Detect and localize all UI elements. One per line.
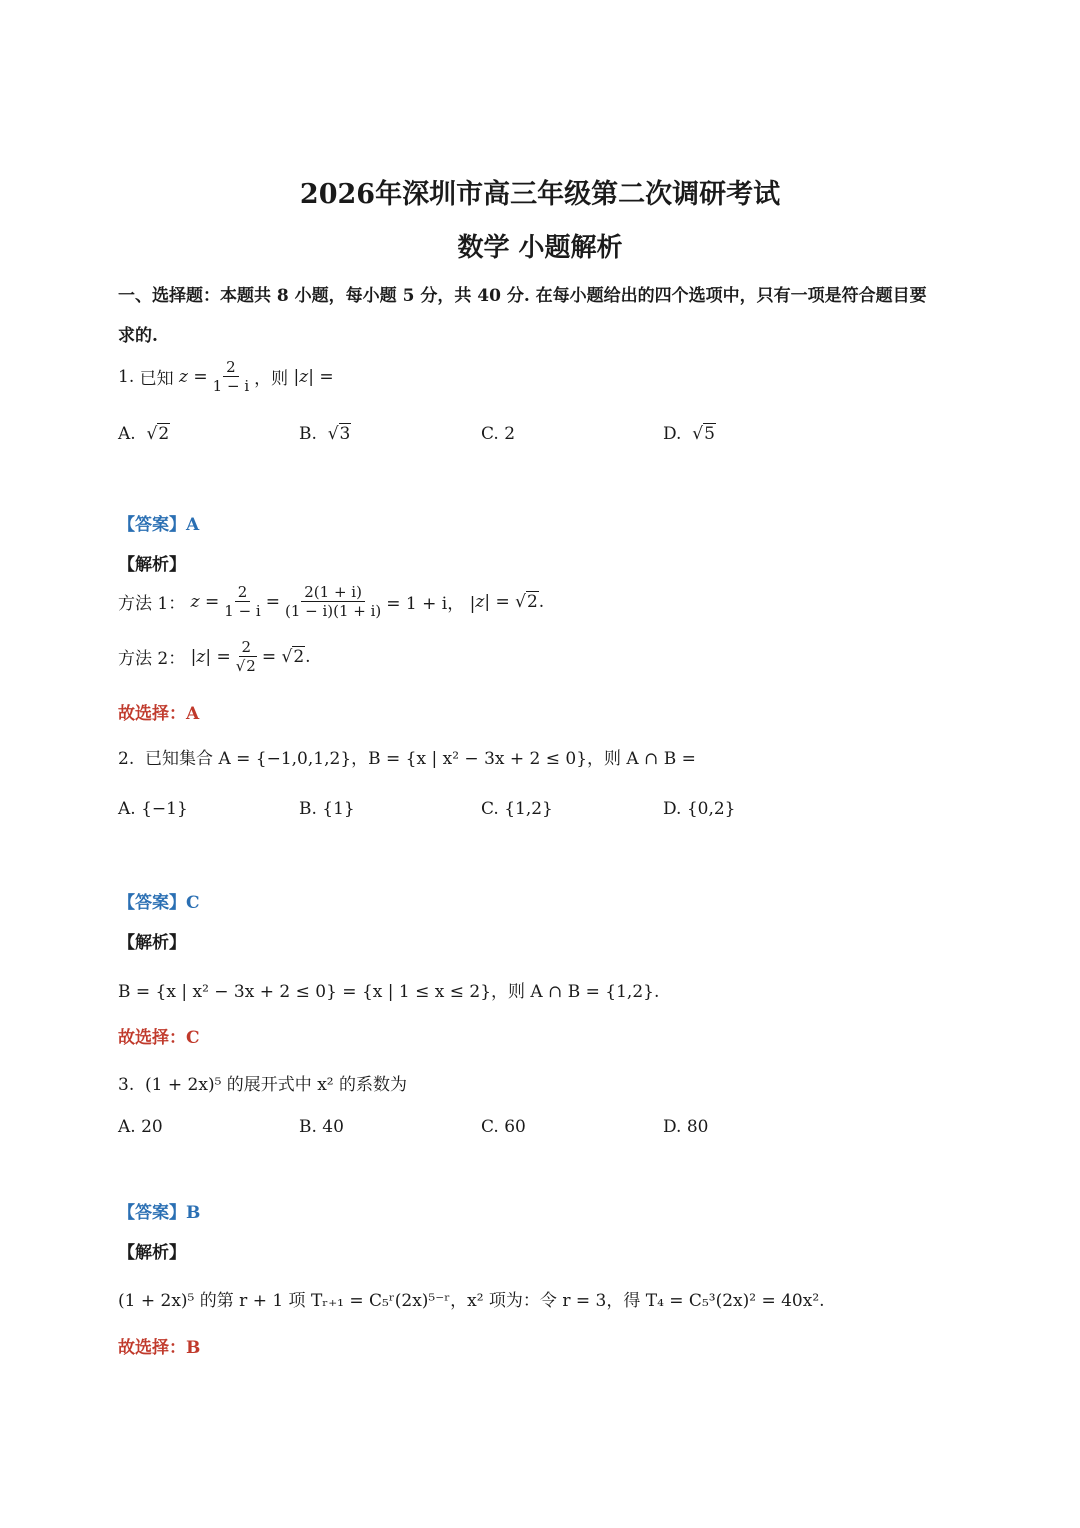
question-1-stem: 1. 已知 z = $\frac{2}{1 - i}$ ，则 | z | = xyxy=(118,358,334,395)
q2-analysis-label: 【解析】 xyxy=(118,933,186,953)
question-1-stem-suffix: ，则 xyxy=(254,369,289,389)
q2-answer: 【答案】C xyxy=(118,893,200,913)
q3-answer: 【答案】B xyxy=(118,1203,201,1223)
q2-option-b: B. {1} xyxy=(299,799,355,819)
q3-analysis-label: 【解析】 xyxy=(118,1243,186,1263)
q2-option-c: C. {1,2} xyxy=(481,799,553,819)
question-3-stem: 3. (1 + 2x)⁵ 的展开式中 x² 的系数为 xyxy=(118,1075,408,1095)
q3-solution: (1 + 2x)⁵ 的第 r + 1 项 Tᵣ₊₁ = C₅ʳ(2x)⁵⁻ʳ，x² 项为：令 r = 3，得 T₄ = C₅³(2x)² = 40x². xyxy=(118,1291,825,1311)
question-1-stem-prefix: 已知 xyxy=(139,369,174,389)
q1-method-2: 方法 2： | z | = $\frac{2}{√2}$ = √ 2 . xyxy=(118,638,311,675)
section-heading-line1: 一、选择题：本题共 8 小题，每小题 5 分，共 40 分. 在每小题给出的四个选项中，只有一项是符合题目要 xyxy=(118,286,927,306)
q3-option-b: B. 40 xyxy=(299,1117,344,1137)
q1-method-1: 方法 1： z = $\frac{2}{1 - i}$ = $\frac{2(1 + i)}{(1 - i)(1 + i)}$ = 1 + i， | z | = √ 2 . xyxy=(118,583,545,620)
q3-option-a: A. 20 xyxy=(118,1117,163,1137)
q2-solution: B = {x | x² − 3x + 2 ≤ 0} = {x | 1 ≤ x ≤ 2}，则 A ∩ B = {1,2}. xyxy=(118,982,660,1002)
q3-option-c: C. 60 xyxy=(481,1117,526,1137)
q1-analysis-label: 【解析】 xyxy=(118,555,186,575)
q2-select: 故选择：C xyxy=(118,1028,200,1048)
question-number: 1. xyxy=(118,366,135,387)
section-heading-line2: 求的. xyxy=(118,326,158,346)
q1-option-c: C. 2 xyxy=(481,424,516,444)
q2-option-d: D. {0,2} xyxy=(663,799,736,819)
question-2-stem: 2. 已知集合 A = {−1,0,1,2}，B = {x | x² − 3x + 2 ≤ 0}，则 A ∩ B = xyxy=(118,749,696,769)
q3-select: 故选择：B xyxy=(118,1338,201,1358)
q1-option-b: B. √3 xyxy=(299,424,351,444)
q1-option-d: D. √5 xyxy=(663,424,715,444)
q2-option-a: A. {−1} xyxy=(118,799,188,819)
page-title: 2026年深圳市高三年级第二次调研考试 xyxy=(299,179,781,210)
q1-select: 故选择：A xyxy=(118,704,200,724)
page-subtitle: 数学 小题解析 xyxy=(457,233,623,263)
fraction-2-over-1-minus-i: $\frac{2}{1 - i}$ xyxy=(212,358,250,395)
q1-option-a: A. √2 xyxy=(118,424,170,444)
q3-option-d: D. 80 xyxy=(663,1117,709,1137)
q1-answer: 【答案】A xyxy=(118,515,200,535)
